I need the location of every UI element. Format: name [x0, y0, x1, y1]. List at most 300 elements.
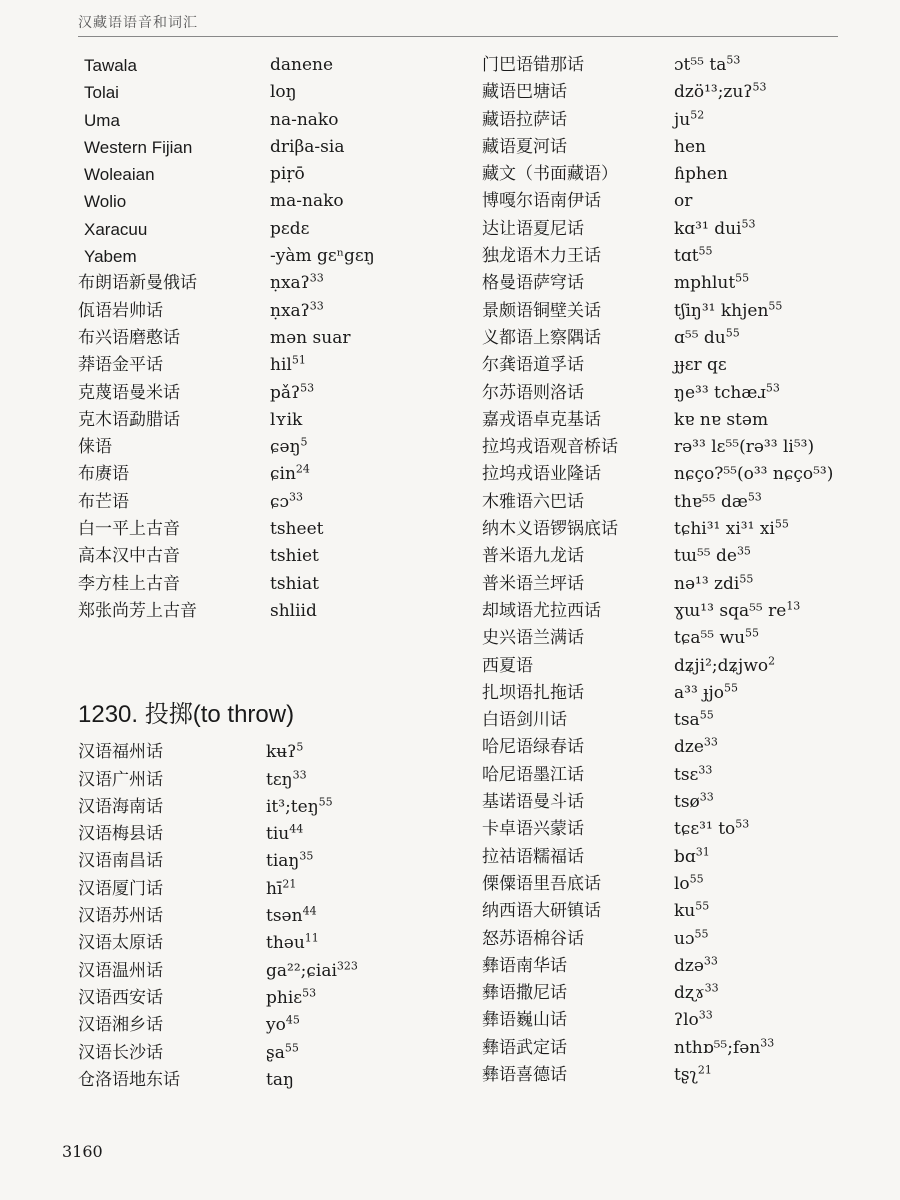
- entry-row: [482, 489, 882, 516]
- language-name: 汉语广州话: [78, 769, 163, 790]
- entry-row: [482, 625, 882, 652]
- running-header: [78, 6, 838, 37]
- tone-superscript: 35: [299, 849, 314, 863]
- entry-row: [78, 407, 478, 434]
- word-form: [266, 821, 303, 848]
- form-base: ṇxaʔ: [270, 300, 310, 321]
- word-form: [266, 903, 317, 930]
- word-form: [270, 407, 302, 434]
- language-name: 汉语太原话: [78, 933, 163, 954]
- form-base: a³³ ɟjo: [674, 682, 725, 703]
- entry-row: [482, 1035, 882, 1062]
- language-name: 汉语福州话: [78, 742, 163, 763]
- section-heading: [78, 695, 478, 735]
- word-form: [674, 953, 718, 980]
- word-form: [674, 898, 709, 925]
- entry-row: [78, 52, 478, 79]
- form-base: hī: [266, 878, 283, 899]
- word-form: [674, 325, 740, 352]
- entry-row: [78, 161, 478, 188]
- entry-row: [482, 762, 882, 789]
- form-base: tsən: [266, 906, 303, 927]
- entry-row: [482, 816, 882, 843]
- language-name: 却域语尤拉西话: [482, 600, 601, 621]
- form-base: pɛdɛ: [270, 218, 310, 239]
- word-form: [674, 734, 718, 761]
- entry-row: [482, 270, 882, 297]
- entry-list-to-throw-continued: [482, 52, 882, 1089]
- form-base: ʔlo: [674, 1010, 699, 1031]
- entry-row: [482, 352, 882, 379]
- right-column: [482, 52, 882, 1089]
- word-form: [266, 848, 313, 875]
- language-name: 汉语西安话: [78, 987, 163, 1008]
- entry-row: [78, 298, 478, 325]
- tone-superscript: 55: [774, 517, 789, 531]
- tone-superscript: 33: [698, 763, 713, 777]
- language-name: 藏语夏河话: [482, 136, 567, 157]
- form-base: tsheet: [270, 519, 324, 540]
- entry-row: [78, 270, 478, 297]
- word-form: [674, 52, 740, 79]
- language-name: 汉语长沙话: [78, 1042, 163, 1063]
- entry-row: [482, 1062, 882, 1089]
- form-base: ṇxaʔ: [270, 273, 310, 294]
- entry-row: [482, 598, 882, 625]
- word-form: [270, 270, 324, 297]
- form-base: ɟɟɛr qɛ: [674, 355, 727, 376]
- entry-row: [482, 380, 882, 407]
- entry-row: [78, 134, 478, 161]
- language-name: 佤语岩帅话: [78, 300, 163, 321]
- language-name: 汉语海南话: [78, 796, 163, 817]
- tone-superscript: 11: [304, 931, 319, 945]
- entry-row: [78, 107, 478, 134]
- entry-row: [78, 821, 478, 848]
- word-form: [674, 625, 759, 652]
- language-name: 白语剑川话: [482, 710, 567, 731]
- entry-row: [482, 898, 882, 925]
- word-form: [270, 188, 344, 215]
- form-base: ɑ⁵⁵ du: [674, 327, 726, 348]
- form-base: tɯ⁵⁵ de: [674, 546, 737, 567]
- language-name: 拉坞戎语观音桥话: [482, 437, 618, 458]
- language-name: 哈尼语墨江话: [482, 764, 584, 785]
- language-name: 哈尼语绿春话: [482, 737, 584, 758]
- entry-row: [78, 958, 478, 985]
- entry-row: [482, 953, 882, 980]
- entry-row: [482, 216, 882, 243]
- entry-row: [78, 598, 478, 625]
- entry-row: [482, 543, 882, 570]
- word-form: [270, 298, 324, 325]
- language-name: Yabem: [84, 247, 137, 267]
- language-name: 仓洛语地东话: [78, 1069, 180, 1090]
- entry-row: [482, 871, 882, 898]
- language-name: Tolai: [84, 83, 119, 103]
- language-name: 汉语厦门话: [78, 878, 163, 899]
- word-form: [674, 762, 712, 789]
- tone-superscript: 21: [697, 1063, 712, 1077]
- language-name: 布朗语新曼俄话: [78, 273, 197, 294]
- form-base: ɕəŋ: [270, 437, 301, 458]
- form-base: tsɛ: [674, 764, 699, 785]
- language-name: Woleaian: [84, 165, 155, 185]
- form-base: dze: [674, 737, 704, 758]
- language-name: 李方桂上古音: [78, 573, 180, 594]
- language-name: 西夏语: [482, 655, 533, 676]
- word-form: [674, 352, 727, 379]
- word-form: [270, 325, 350, 352]
- word-form: [266, 985, 316, 1012]
- form-base: loŋ: [270, 82, 297, 103]
- form-base: dzö¹³;zuʔ: [674, 82, 753, 103]
- entry-row: [78, 571, 478, 598]
- tone-superscript: 51: [291, 353, 306, 367]
- form-base: tɕhi³¹ xi³¹ xi: [674, 519, 775, 540]
- entry-row: [482, 571, 882, 598]
- word-form: [674, 461, 833, 488]
- form-base: dzə: [674, 955, 704, 976]
- language-name: 达让语夏尼话: [482, 218, 584, 239]
- word-form: [674, 380, 780, 407]
- language-name: 义都语上察隅话: [482, 327, 601, 348]
- language-name: 汉语湘乡话: [78, 1015, 163, 1036]
- word-form: [674, 489, 762, 516]
- language-name: 拉祜语糯福话: [482, 846, 584, 867]
- entry-row: [482, 107, 882, 134]
- word-form: [674, 216, 756, 243]
- word-form: [266, 794, 333, 821]
- form-base: thəu: [266, 933, 305, 954]
- entry-row: [482, 434, 882, 461]
- section-gap: [78, 625, 478, 695]
- word-form: [266, 767, 307, 794]
- entry-row: [78, 1012, 478, 1039]
- language-name: 扎坝语扎拖话: [482, 682, 584, 703]
- entry-row: [78, 903, 478, 930]
- language-name: 克木语勐腊话: [78, 409, 180, 430]
- language-name: 普米语九龙话: [482, 546, 584, 567]
- word-form: [674, 598, 800, 625]
- entry-row: [482, 653, 882, 680]
- entry-row: [482, 407, 882, 434]
- form-base: ɕɔ: [270, 491, 290, 512]
- form-base: shliid: [270, 600, 317, 621]
- entry-row: [482, 734, 882, 761]
- form-base: mən suar: [270, 327, 351, 348]
- word-form: [266, 930, 319, 957]
- entry-row: [78, 380, 478, 407]
- tone-superscript: 5: [300, 435, 308, 449]
- word-form: [674, 844, 710, 871]
- language-name: 布赓语: [78, 464, 129, 485]
- entry-row: [78, 325, 478, 352]
- language-name: 布芒语: [78, 491, 129, 512]
- form-base: tɛŋ: [266, 769, 293, 790]
- tone-superscript: 53: [747, 490, 762, 504]
- form-base: driβa-sia: [270, 136, 345, 157]
- language-name: 汉语南昌话: [78, 851, 163, 872]
- language-name: 布兴语磨憨话: [78, 327, 180, 348]
- tone-superscript: 55: [284, 1040, 299, 1054]
- form-base: ga²²;ɕiai: [266, 960, 337, 981]
- entry-row: [78, 516, 478, 543]
- language-name: 怒苏语棉谷话: [482, 928, 584, 949]
- tone-superscript: 55: [695, 899, 710, 913]
- entry-row: [78, 1067, 478, 1094]
- word-form: [674, 1007, 713, 1034]
- entry-row: [78, 434, 478, 461]
- form-base: tsø: [674, 792, 700, 813]
- word-form: [266, 1067, 294, 1094]
- tone-superscript: 2: [768, 653, 776, 667]
- entry-row: [78, 489, 478, 516]
- form-base: lʏik: [270, 409, 303, 430]
- entry-row: [482, 243, 882, 270]
- word-form: [674, 188, 692, 215]
- tone-superscript: 35: [736, 544, 751, 558]
- tone-superscript: 55: [698, 244, 713, 258]
- tone-superscript: 33: [760, 1036, 775, 1050]
- language-name: 尔苏语则洛话: [482, 382, 584, 403]
- form-base: dʐɤ: [674, 983, 705, 1004]
- word-form: [674, 516, 789, 543]
- language-name: 独龙语木力王话: [482, 246, 601, 267]
- entry-row: [482, 461, 882, 488]
- language-name: 博嘎尔语南伊话: [482, 191, 601, 212]
- tone-superscript: 44: [302, 904, 317, 918]
- form-base: uɔ: [674, 928, 695, 949]
- word-form: [270, 161, 305, 188]
- language-name: 景颇语铜壁关话: [482, 300, 601, 321]
- tone-superscript: 33: [698, 1008, 713, 1022]
- word-form: [266, 958, 358, 985]
- tone-superscript: 53: [302, 986, 317, 1000]
- form-base: rə³³ lɛ⁵⁵(rə³³ li⁵³): [674, 437, 815, 458]
- tone-superscript: 52: [690, 107, 705, 121]
- word-form: [270, 543, 319, 570]
- language-name: 史兴语兰满话: [482, 628, 584, 649]
- form-base: ma-nako: [270, 191, 344, 212]
- entry-row: [482, 789, 882, 816]
- form-base: ɕin: [270, 464, 296, 485]
- language-name: 克蔑语曼米话: [78, 382, 180, 403]
- tone-superscript: 44: [289, 822, 304, 836]
- form-base: kɐ nɐ stəm: [674, 409, 769, 430]
- form-base: danene: [270, 55, 334, 75]
- form-base: dʑji²;dʑjwo: [674, 655, 769, 676]
- tone-superscript: 55: [694, 926, 709, 940]
- word-form: [270, 598, 317, 625]
- entry-row: [482, 926, 882, 953]
- tone-superscript: 33: [704, 981, 719, 995]
- language-name: 高本汉中古音: [78, 546, 180, 567]
- entry-row: [78, 352, 478, 379]
- entry-row: [482, 161, 882, 188]
- word-form: [270, 79, 297, 106]
- tone-superscript: 33: [699, 790, 714, 804]
- language-name: 普米语兰坪话: [482, 573, 584, 594]
- entry-row: [482, 516, 882, 543]
- book-title: 汉藏语语音和词汇: [78, 15, 198, 31]
- tone-superscript: 33: [309, 271, 324, 285]
- form-base: tiaŋ: [266, 851, 300, 872]
- language-name: Uma: [84, 110, 120, 130]
- word-form: [674, 926, 708, 953]
- language-name: 彝语南华话: [482, 955, 567, 976]
- tone-superscript: 55: [724, 681, 739, 695]
- word-form: [270, 571, 319, 598]
- entry-row: [482, 980, 882, 1007]
- entry-row: [78, 243, 478, 270]
- form-base: na-nako: [270, 109, 339, 130]
- form-base: lo: [674, 873, 690, 894]
- entry-row: [78, 543, 478, 570]
- entry-row: [482, 844, 882, 871]
- language-name: 彝语武定话: [482, 1037, 567, 1058]
- word-form: [674, 1062, 712, 1089]
- form-base: ɔt⁵⁵ ta: [674, 55, 727, 75]
- tone-superscript: 55: [739, 571, 754, 585]
- word-form: [674, 816, 749, 843]
- section-title: 投掷(to throw): [144, 701, 295, 729]
- form-base: tshiat: [270, 573, 319, 594]
- entry-row: [482, 707, 882, 734]
- form-base: ɦphen: [674, 164, 728, 185]
- language-name: 傈僳语里吾底话: [482, 873, 601, 894]
- entry-row: [482, 325, 882, 352]
- entry-row: [78, 930, 478, 957]
- word-form: [674, 134, 706, 161]
- entry-row: [78, 876, 478, 903]
- tone-superscript: 33: [703, 954, 718, 968]
- word-form: [674, 434, 814, 461]
- language-name: 藏语巴塘话: [482, 82, 567, 103]
- tone-superscript: 24: [295, 462, 310, 476]
- language-name: 汉语苏州话: [78, 906, 163, 927]
- tone-superscript: 55: [768, 299, 783, 313]
- word-form: [270, 243, 375, 270]
- word-form: [674, 1035, 774, 1062]
- form-base: kʉʔ: [266, 742, 297, 763]
- word-form: [674, 871, 704, 898]
- word-form: [270, 134, 344, 161]
- tone-superscript: 33: [292, 767, 307, 781]
- tone-superscript: 31: [695, 844, 710, 858]
- form-base: tsa: [674, 710, 700, 731]
- form-base: ɣɯ¹³ sqa⁵⁵ re: [674, 600, 787, 621]
- language-name: 门巴语错那话: [482, 55, 584, 75]
- entry-row: [78, 1040, 478, 1067]
- entry-row: [78, 739, 478, 766]
- word-form: [266, 1040, 299, 1067]
- entry-row: [482, 298, 882, 325]
- entry-row: [78, 79, 478, 106]
- word-form: [674, 980, 719, 1007]
- word-form: [270, 489, 303, 516]
- entry-row: [482, 188, 882, 215]
- form-base: thɐ⁵⁵ dæ: [674, 491, 748, 512]
- word-form: [674, 680, 738, 707]
- tone-superscript: 33: [289, 490, 304, 504]
- entry-row: [78, 985, 478, 1012]
- entry-row: [78, 461, 478, 488]
- word-form: [674, 407, 768, 434]
- tone-superscript: 55: [725, 326, 740, 340]
- language-name: 俫语: [78, 437, 112, 458]
- form-base: tʂʅ: [674, 1064, 698, 1085]
- form-base: ku: [674, 901, 696, 922]
- language-name: 基诺语曼斗话: [482, 792, 584, 813]
- word-form: [270, 461, 310, 488]
- language-name: 纳木义语锣锅底话: [482, 519, 618, 540]
- tone-superscript: 55: [689, 872, 704, 886]
- section-number: 1230.: [78, 701, 139, 729]
- tone-superscript: 323: [336, 958, 358, 972]
- word-form: [270, 434, 308, 461]
- form-base: nə¹³ zdi: [674, 573, 740, 594]
- tone-superscript: 33: [703, 735, 718, 749]
- word-form: [270, 52, 333, 79]
- tone-superscript: 21: [282, 877, 297, 891]
- language-name: 格曼语萨穹话: [482, 273, 584, 294]
- form-base: tɑt: [674, 246, 699, 267]
- form-base: tiu: [266, 824, 290, 845]
- tone-superscript: 53: [735, 817, 750, 831]
- word-form: [674, 107, 704, 134]
- word-form: [270, 380, 314, 407]
- entry-row: [78, 767, 478, 794]
- tone-superscript: 53: [752, 80, 767, 94]
- form-base: yo: [266, 1015, 286, 1036]
- entry-row: [482, 1007, 882, 1034]
- form-base: ŋe³³ tchæɹ: [674, 382, 766, 403]
- language-name: 汉语温州话: [78, 960, 163, 981]
- form-base: tshiet: [270, 546, 319, 567]
- language-name: 彝语喜德话: [482, 1064, 567, 1085]
- entry-row: [482, 79, 882, 106]
- language-name: 藏语拉萨话: [482, 109, 567, 130]
- word-form: [266, 1012, 300, 1039]
- language-name: 尔龚语道孚话: [482, 355, 584, 376]
- form-base: taŋ: [266, 1069, 294, 1090]
- form-base: mphlut: [674, 273, 736, 294]
- language-name: Western Fijian: [84, 137, 193, 157]
- language-name: 嘉戎语卓克基话: [482, 409, 601, 430]
- word-form: [270, 107, 338, 134]
- form-base: tɕa⁵⁵ wu: [674, 628, 746, 649]
- word-form: [674, 270, 749, 297]
- word-form: [674, 161, 728, 188]
- form-base: hen: [674, 136, 706, 157]
- form-base: tɕɛ³¹ to: [674, 819, 736, 840]
- form-base: it³;teŋ: [266, 796, 319, 817]
- entry-row: [482, 680, 882, 707]
- tone-superscript: 5: [296, 740, 304, 754]
- word-form: [674, 298, 782, 325]
- form-base: phiɛ: [266, 987, 303, 1008]
- word-form: [266, 739, 303, 766]
- left-column: [78, 52, 478, 1094]
- word-form: [270, 216, 309, 243]
- language-name: 郑张尚芳上古音: [78, 600, 197, 621]
- word-form: [270, 516, 323, 543]
- entry-list-previous: [78, 52, 478, 625]
- language-name: Tawala: [84, 56, 137, 75]
- tone-superscript: 55: [745, 626, 760, 640]
- entry-list-to-throw: [78, 739, 478, 1094]
